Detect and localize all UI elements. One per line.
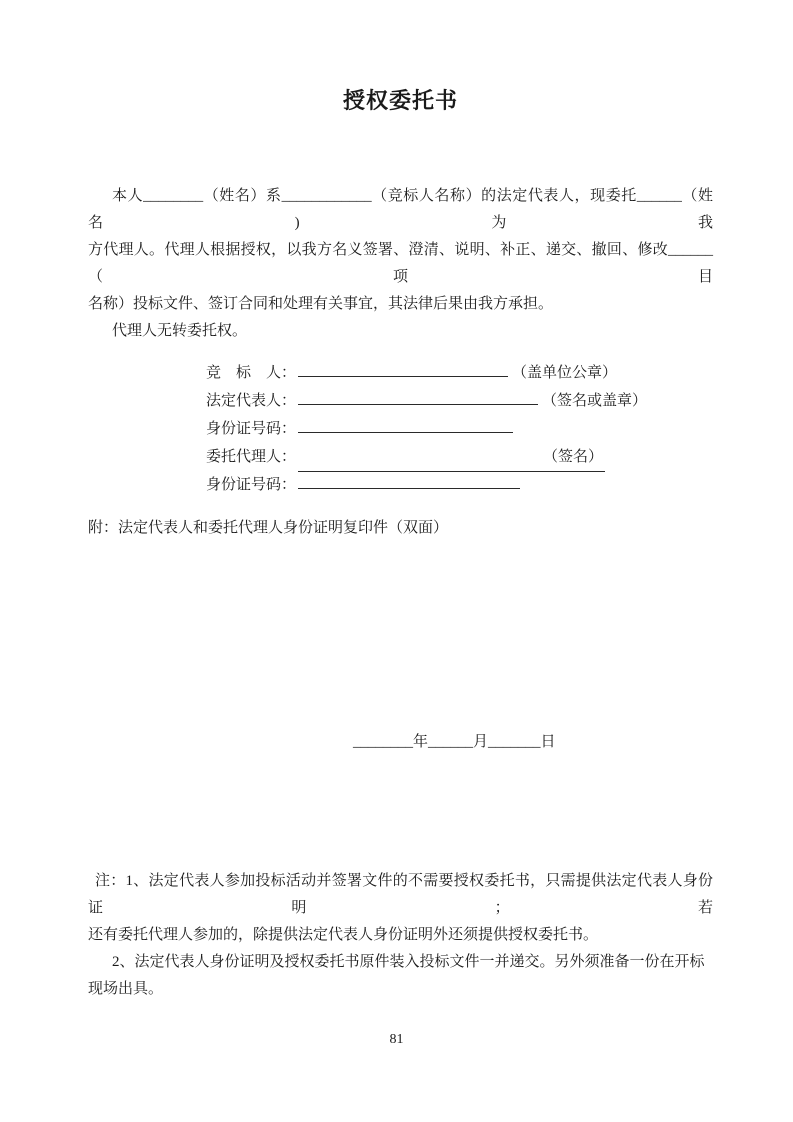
bidder-blank-line [298,376,508,377]
agent-suffix: （签名） [543,449,604,465]
page-number: 81 [389,1032,404,1047]
note-line-1: 注：1、法定代表人参加投标活动并签署文件的不需要授权委托书，只需提供法定代表人身份证明；若 [88,873,713,916]
signature-row-bidder [206,359,713,387]
note-line-3: 2、法定代表人身份证明及授权委托书原件装入投标文件一并递交。另外须准备一份在开标现场出具。 [88,954,705,997]
bidder-suffix: （盖单位公章） [512,365,618,381]
signature-row-id-number-1 [206,415,713,443]
signature-row-id-number-2 [206,471,713,499]
legal-representative-label: 法定代表人： [206,393,297,409]
paragraph-line-2: 方代理人。代理人根据授权，以我方名义签署、澄清、说明、补正、递交、撤回、修改______（项目 [88,242,713,285]
note-line-2: 还有委托代理人参加的，除提供法定代表人身份证明外还须提供授权委托书。 [88,927,599,943]
notes-block [88,868,713,1003]
id-number-2-blank-line [298,488,520,489]
legal-representative-suffix: （签名或盖章） [542,393,648,409]
agent-label: 委托代理人： [206,449,297,465]
id-number-1-blank-line [298,432,513,433]
attachment-note: 附：法定代表人和委托代理人身份证明复印件（双面） [88,520,449,536]
paragraph-line-1: 本人________（姓名）系____________（竞标人名称）的法定代表人，现委托______（姓名)为我 [88,188,713,231]
body-paragraph [88,183,713,345]
id-number-1-label: 身份证号码： [206,421,297,437]
legal-representative-blank-line [298,404,538,405]
id-number-2-label: 身份证号码： [206,477,297,493]
paragraph-line-3: 名称）投标文件、签订合同和处理有关事宜，其法律后果由我方承担。 [88,296,554,312]
signature-block [206,359,713,499]
date-line: ________年______月_______日 [353,734,556,750]
bidder-label: 竞 标 人： [206,365,297,381]
paragraph-no-subdelegation: 代理人无转委托权。 [112,323,248,339]
signature-row-agent [206,443,713,471]
agent-blank-line [298,443,605,472]
page-title: 授权委托书 [342,88,458,113]
signature-row-legal-representative [206,387,713,415]
